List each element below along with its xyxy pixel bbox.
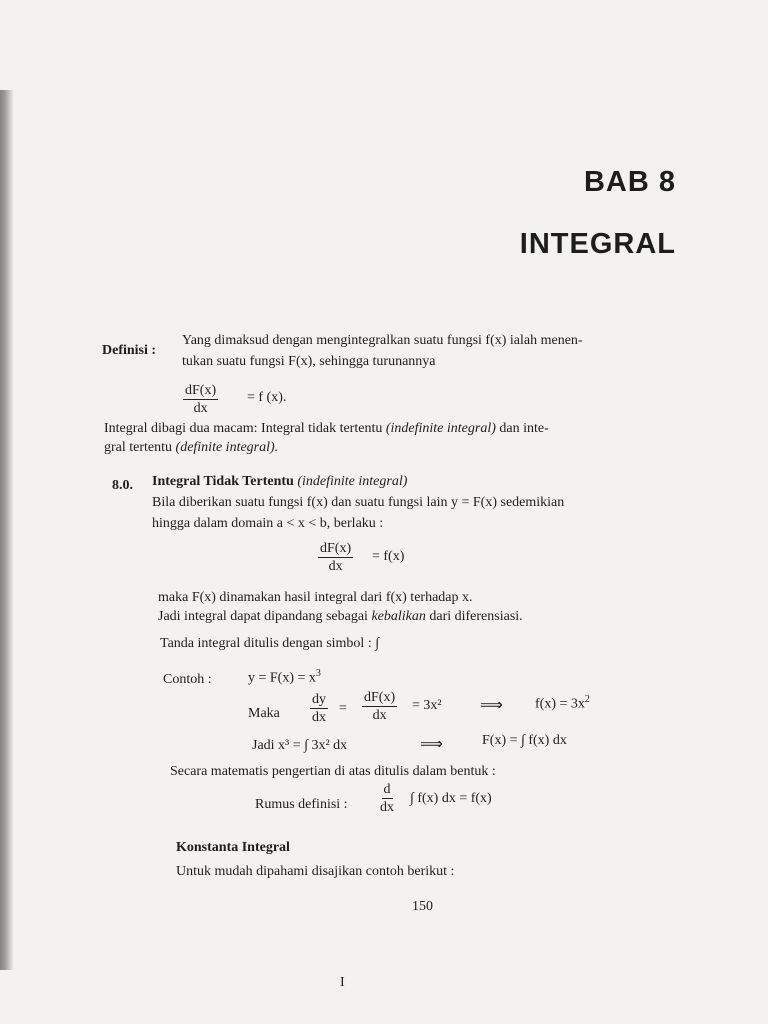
section-number: 8.0. [112, 478, 133, 493]
konstanta-line: Untuk mudah dipahami disajikan contoh berikut : [176, 864, 455, 879]
section-line-4-text: Jadi integral dapat dipandang sebagai [158, 609, 368, 624]
implies-arrow-icon: ⟹ [480, 697, 503, 714]
example-result-2-exponent: 2 [584, 694, 590, 705]
section-fraction [318, 540, 353, 576]
section-line-5: Tanda integral ditulis dengan simbol : ∫ [160, 636, 380, 651]
page-number: 150 [412, 899, 433, 914]
fraction-numerator: dF(x) [185, 383, 217, 398]
example-fraction-dfx [362, 689, 397, 725]
example-result-1: = 3x² [412, 698, 442, 713]
section-line-4-end: dari diferensiasi. [429, 609, 523, 624]
section-title: Integral Tidak Tertentu [152, 474, 294, 489]
example-equals: = [339, 701, 347, 716]
section-line-1: Bila diberikan suatu fungsi f(x) dan suatu fungsi lain y = F(x) sedemikian [152, 495, 565, 510]
section-title-italic: (indefinite integral) [297, 474, 408, 489]
formal-fraction [380, 781, 394, 817]
definition-line-1: Yang dimaksud dengan mengintegralkan suatu fungsi f(x) ialah menen- [182, 333, 583, 348]
types-line-1-end: dan inte- [499, 421, 549, 436]
types-line-2 [104, 440, 278, 456]
example-jadi: Jadi x³ = ∫ 3x² dx [252, 738, 348, 753]
chapter-title: INTEGRAL [519, 228, 676, 260]
implies-arrow-icon: ⟹ [420, 736, 443, 753]
formal-label: Rumus definisi : [255, 797, 348, 812]
chapter-number: BAB 8 [583, 166, 676, 198]
definition-line-2: tukan suatu fungsi F(x), sehingga turunannya [182, 354, 436, 369]
scan-binding-shadow [0, 90, 14, 970]
fraction-denominator: dx [380, 800, 394, 815]
definition-fraction [183, 382, 218, 418]
fraction-denominator: dx [328, 559, 343, 574]
example-equation-1-exponent: 3 [315, 668, 321, 679]
footer-mark: I [340, 975, 345, 990]
fraction-numerator: d [383, 782, 391, 797]
example-result-2 [535, 694, 590, 713]
fraction-numerator: dF(x) [364, 690, 396, 705]
formal-line: Secara matematis pengertian di atas ditulis dalam bentuk : [170, 764, 496, 779]
section-kebalikan: kebalikan [371, 609, 426, 624]
section-line-3: maka F(x) dinamakan hasil integral dari f(x) terhadap x. [158, 590, 473, 605]
section-equation-rhs: = f(x) [372, 549, 405, 564]
section-line-4 [158, 609, 523, 625]
fraction-numerator: dy [312, 692, 326, 707]
definition-label: Definisi : [102, 343, 157, 358]
section-heading [152, 474, 407, 490]
types-line-1-text: Integral dibagi dua macam: Integral tidak tertentu [104, 421, 383, 436]
types-definite: (definite integral). [175, 440, 279, 455]
example-equation-1 [248, 668, 321, 687]
fraction-denominator: dx [193, 401, 208, 416]
types-line-1 [104, 421, 549, 437]
konstanta-title: Konstanta Integral [176, 840, 290, 855]
definition-equation-rhs: = f (x). [247, 390, 287, 405]
section-line-2: hingga dalam domain a < x < b, berlaku : [152, 516, 384, 531]
formal-rhs: ∫ f(x) dx = f(x) [410, 791, 492, 806]
example-result-2-text: f(x) = 3x [535, 696, 585, 712]
fraction-numerator: dF(x) [320, 541, 352, 556]
example-result-3: F(x) = ∫ f(x) dx [482, 733, 567, 748]
fraction-denominator: dx [312, 710, 326, 725]
example-maka: Maka [248, 706, 280, 721]
example-label: Contoh : [163, 672, 212, 687]
types-line-2-text: gral tertentu [104, 440, 173, 455]
example-equation-1-text: y = F(x) = x [248, 670, 316, 686]
types-indefinite: (indefinite integral) [385, 421, 496, 436]
fraction-denominator: dx [372, 708, 387, 723]
example-fraction-dy [310, 691, 328, 727]
